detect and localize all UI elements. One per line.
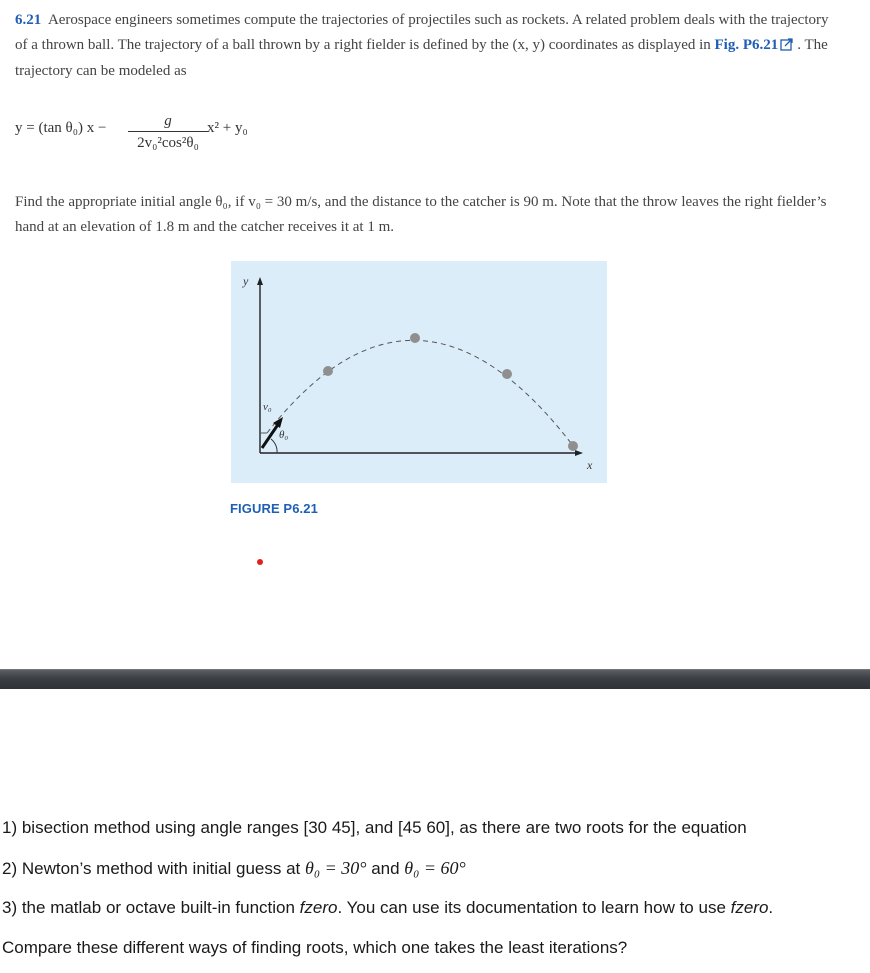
trajectory-path: [267, 340, 574, 447]
task-newton-and: and: [366, 859, 405, 878]
task-fzero-end: .: [768, 898, 774, 917]
problem-number: 6.21: [15, 12, 42, 28]
task-fzero-name-2: fzero: [730, 898, 769, 917]
ball-marker: [502, 369, 512, 379]
figure-reference-link[interactable]: Fig. P6.21: [714, 36, 779, 53]
task-item: [2, 853, 868, 893]
equation-fraction: [128, 112, 208, 153]
equation-lhs: y = (tan θ₀) x −: [15, 120, 107, 136]
angle-arc: [271, 439, 277, 453]
x-axis-label: x: [587, 458, 593, 472]
task-newton-guess-1: θ₀ = 30°: [305, 858, 367, 878]
task-newton-guess-2: θ₀ = 60°: [404, 858, 466, 878]
x-axis-arrow: [575, 450, 583, 456]
task-bisection: 1) bisection method using angle ranges [30 45], and [45 60], as there are two roots for the equation: [2, 818, 747, 837]
task-item: [2, 893, 868, 933]
velocity-label: v₀: [263, 401, 272, 413]
problem-text-part2: . The trajectory can be modeled as: [15, 36, 828, 79]
task-fzero-prefix: 3) the matlab or octave built-in function: [2, 898, 300, 917]
problem-text-part1: Aerospace engineers sometimes compute the trajectories of projectiles such as rockets. A related problem deals with the trajectory of a thrown ball. The trajectory of a ball thrown by a right fielder is defined by the (x, y) coordinates as displayed in: [15, 12, 829, 53]
ball-marker: [568, 441, 578, 451]
task-compare: Compare these different ways of finding roots, which one takes the least iterations?: [2, 938, 628, 957]
task-fzero-name: fzero: [299, 898, 338, 917]
ball-marker: [410, 333, 420, 343]
equation-denominator: 2v₀²cos²θ₀: [137, 135, 199, 151]
find-instruction: Find the appropriate initial angle θ₀, if v₀ = 30 m/s, and the distance to the catcher is 90 m. Note that the throw leaves the right fielder’s hand at an elevation of 1.8 m and the catcher receives it at 1 m.: [15, 194, 827, 235]
external-link-icon[interactable]: [780, 35, 794, 60]
task-fzero-mid: . You can use its documentation to learn how to use: [337, 898, 731, 917]
equation-numerator: g: [164, 113, 172, 129]
problem-statement: [15, 8, 835, 84]
velocity-arrowhead: [273, 417, 283, 428]
y-axis-label: y: [243, 274, 249, 288]
figure-caption: FIGURE P6.21: [230, 501, 318, 516]
task-newton-prefix: 2) Newton’s method with initial guess at: [2, 859, 306, 878]
velocity-vector: [262, 423, 279, 448]
fraction-bar: [128, 131, 208, 132]
angle-label: θ₀: [279, 429, 289, 441]
ball-marker: [323, 366, 333, 376]
red-dot-marker: [257, 559, 263, 565]
section-divider: [0, 669, 870, 689]
equation-rhs: x² + y₀: [207, 120, 248, 136]
task-item: [2, 933, 868, 973]
task-list: [2, 813, 868, 973]
trajectory-diagram: [231, 261, 607, 483]
task-item: [2, 813, 868, 853]
figure-panel: [231, 261, 607, 483]
y-axis-arrow: [257, 277, 263, 285]
